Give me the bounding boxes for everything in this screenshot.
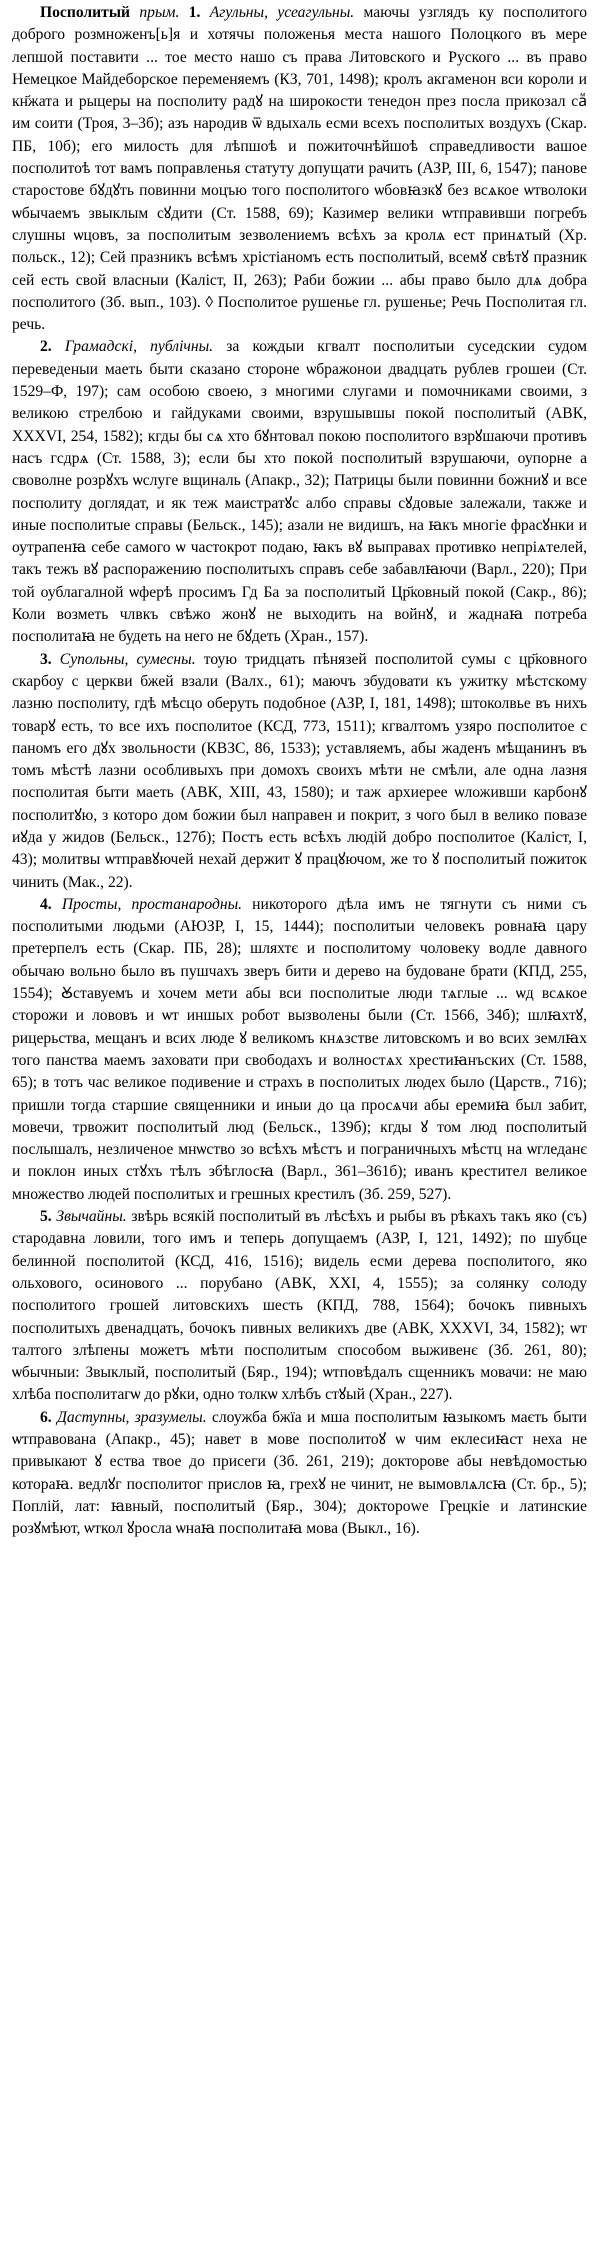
sense-3-gloss: Супольны, сумесны. — [59, 650, 196, 668]
sense-2-text: за кождыи кгвалт посполитыи суседскии судом переведеныи маеть быти сказано стороне ѡбражонои двадцать рублев грошеи (Ст. 1529–Ф, 197); сам особою своею, з многими слугами и помочниками своими, з великою стрелбою и гайдуками своими, взрушывшы покой посполитый (АВК, XXXVI, 254, 1582); кгды бы сѧ хто бꙋнтовал покою посполитого взрꙋшаючи противъ насъ гсдрѧ (Ст. 1588, 3); если бы хто покой посполитый взрушаючи, оупорне а своволне розрꙋхъ ѡслуге вщиналь (Апакр., 32); Патрицы были повинни божниꙋ и все посполиту доглядат, и як теж маистратꙋс албо справы сꙋдовые залежали, также и иные посполитые справы (Бельск., 145); азали не видишъ, на ꙗкъ многiе фрасꙋнки и оутрапенꙗ себе самого ѡ частокрот подаю, ꙗкъ вꙋ выправах противко непрiѧтелей, такъ тежъ вꙋ распоражению посполитыхъ справъ себе забавлꙗючи (Варл., 220); При той оублагалной ѡферѣ просимъ Гд Ба за посполитый Цр҃ковный покой (Сакр., 86); Коли возметь члвкъ свѣжо жонꙋ не выходить на войнꙋ, и жаднаꙗ потреба посполитаꙗ не будеть на него не бꙋдеть (Хран., 157). — [12, 338, 587, 646]
sense-1-number: 1. — [188, 4, 201, 21]
sense-4-text: никоторого дѣла имъ не тягнути съ ними съ посполитыми людьми (АЮЗР, I, 15, 1444); посполитыи человекъ ровнаꙗ цару претерпелъ есть (Скар. ПБ, 28); шляхтє и посполитому чоловеку водле давного обычаю вольно было въ пушчахъ зверъ бити и дерево на будоване брати (КПД, 255, 1554); Ꙋставуемъ и хочем мети абы вси посполитые люди тѧглые ... ѡд всѧкое сторожи и лововъ и ѡт иншых робот вызволены были (Ст. 1566, 34б); шлꙗхтꙋ, рицерьства, мещанъ и всих люде ꙋ великомъ кнѧзстве литовскомъ и во всих землꙗх того панства маемъ заховати при свободахъ и волностѧх хрестиꙗнъских (Ст. 1588, 65); в тотъ час великое подивение и страхъ в посполитых людех было (Царств., 716); пришли тогда старшие священники и иныи до ца просѧчи абы еремиꙗ был забит, мовечи, трвожит посполитый люд (Бельск., 139б); кгды ꙋ том люд посполитый послышалъ, незличеное мнѡство зо всѣхъ мѣстъ и пограничныхъ мѣстц на ѡгледанє и поклон иных стꙋхъ тѣлъ збѣглосꙗ (Варл., 361–361б); иванъ крестител великое множество людей посполитых и грешных крестилъ (Зб. 259, 527). — [12, 895, 587, 1203]
sense-2-gloss: Грамадскі, публічны. — [64, 338, 214, 356]
sense-2-paragraph — [12, 336, 587, 648]
sense-4-gloss: Просты, простанародны. — [61, 895, 243, 913]
sense-3-number: 3. — [40, 650, 52, 668]
sense-5-text: звѣрь всякій посполитый въ лѣсѣхъ и рыбы въ рѣкахъ такъ яко (съ) стародавна ловили, того имъ и теперь допущаемъ (АЗР, I, 121, 1492); по шубце белинной посполитой (КСД, 416, 1516); видель есми дерева посполитого, яко ольхового, осинового ... порубано (АВК, XXI, 4, 1555); за солянку солоду посполитого грошей литовскихъ шесть (КПД, 788, 1564); бочокъ пивныхъ посполитыхъ двенадцать, бочокъ пивных великихъ две (АВК, XXXVI, 34, 1582); ѡт талтого злѣпены можетъ мѣти посполитым способом выживенє (Зб. 261, 80); ѡбычныи: Звыклый, посполитый (Бяр., 194); ѡтповѣдалъ сщенникъ мовачи: не маю хлѣба посполитагѡ до рꙋки, одно толкѡ хлѣбъ стꙋый (Хран., 227). — [12, 1208, 587, 1404]
grammar-label: прым. — [139, 4, 180, 21]
sense-6-paragraph — [12, 1407, 587, 1541]
sense-5-number: 5. — [40, 1208, 52, 1226]
sense-3-text: тоую тридцать пѣнязей посполитой сумы с цр҃ковного скарбоу с церкви бжей взали (Валх., 61); маючъ збудовати къ ужитку мѣстскому лазню посполиту, гдѣ мѣсцо оберуть подобное (АЗР, I, 181, 1498); штоколвье въ нихъ товарꙋ есть, то все ихъ посполитое (КСД, 773, 1511); кгвалтомъ узяро посполитое с паномъ его дꙋх звольности (КВЗС, 86, 1533); уставляемъ, абы жаденъ мѣщанинъ въ томъ мѣстѣ лазни особливыхъ при домохъ своихъ мѣти не смѣли, але одна лазня посполитая быти маеть (АВК, XIII, 43, 1580); и таж архиерее ѡложивши карбонꙋ посполитꙋю, з которо дом божии был направен и покрит, з чого был в велико повазе иꙋда у жидов (Бельск., 127б); Постъ есть всѣхъ людій добро посполитое (Каліст, I, 43); молитвы ѡтправꙋючей нехай держит ꙋ працꙋючом, же то ꙋ посполитый пожиток чинить (Мак., 22). — [12, 650, 587, 891]
sense-1-paragraph — [12, 2, 587, 336]
sense-6-text: слоужба бжїа и мша посполитым ꙗзыкомъ маєть быти ѡтправована (Апакр., 45); навет в мове посполитоꙋ ѡ чим еклесиꙗст неха не привыкают ꙋ ества твое до присеги (Зб. 261, 219); докторове абы невѣдомостью котораꙗ. ведлꙋг посполитог прислов ꙗ, грехꙋ не чинит, не вымовлѧлсꙗ (Ст. бр., 5); Поплій, лат: ꙗвный, посполитый (Бяр., 304); доктороwе Грецкiе и латинские розꙋмѣют, ѡткол ꙋросла ѡнаꙗ посполитаꙗ мова (Выкл., 16). — [12, 1408, 587, 1538]
headword: Посполитый — [40, 4, 130, 21]
sense-1-gloss: Агульны, усеагульны. — [209, 4, 355, 21]
sense-2-number: 2. — [40, 338, 52, 356]
sense-5-paragraph — [12, 1206, 587, 1407]
sense-5-gloss: Звычайны. — [56, 1208, 127, 1226]
sense-6-number: 6. — [40, 1408, 52, 1426]
sense-1-text: маючы узглядъ ку посполитого доброго розмноженъ[ь]я и хотячы положенья места нашого Полоцкого въ мере лепшой поставити ... тое место нашо съ права Литовского и Руского ... въ право Немецкое Майдеборское переменяемъ (КЗ, 701, 1498); кролъ акгаменон вси короли и кн҃жата и рыцеры на посполиту радꙋ на широкости тенедон през посла прикозал саⷨ им соити (Троя, 3–3б); азъ народив ѿ вдыхаль есми всехъ посполитых воздухъ (Скар. ПБ, 10б); его милость для лѣпшоѣ и пожиточнѣйшоѣ справедливости вашое посполитоѣ тот вамъ поправленья статуту допущати рачить (АЗР, III, 6, 1547); панове старостове бꙋдꙋть повинни моцъю того посполитого ѡбовꙗзкꙋ без всѧкое ѡтволоки ѡбычаемъ звыклым сꙋдити (Ст. 1588, 69); Казимер велики ѡтправивши погребъ слушны ѡцовъ, за посполитым зезволениемъ всѣхъ за кролѧ ест принѧтый (Хр. польск., 12); Сей празникъ всѣмъ хрiстiаномъ есть посполитый, всемꙋ свѣтꙋ празник сей есть свой власныи (Каліст, II, 263); Раби божии ... абы право было длѧ добра посполитого (Зб. вып., 103). ◊ Посполитое рушенье гл. рушенье; Речь Посполитая гл. речь. — [12, 4, 588, 334]
sense-6-gloss: Даступны, зразумелы. — [57, 1408, 207, 1426]
sense-4-paragraph — [12, 894, 587, 1206]
sense-4-number: 4. — [40, 895, 52, 913]
sense-3-paragraph — [12, 649, 587, 894]
